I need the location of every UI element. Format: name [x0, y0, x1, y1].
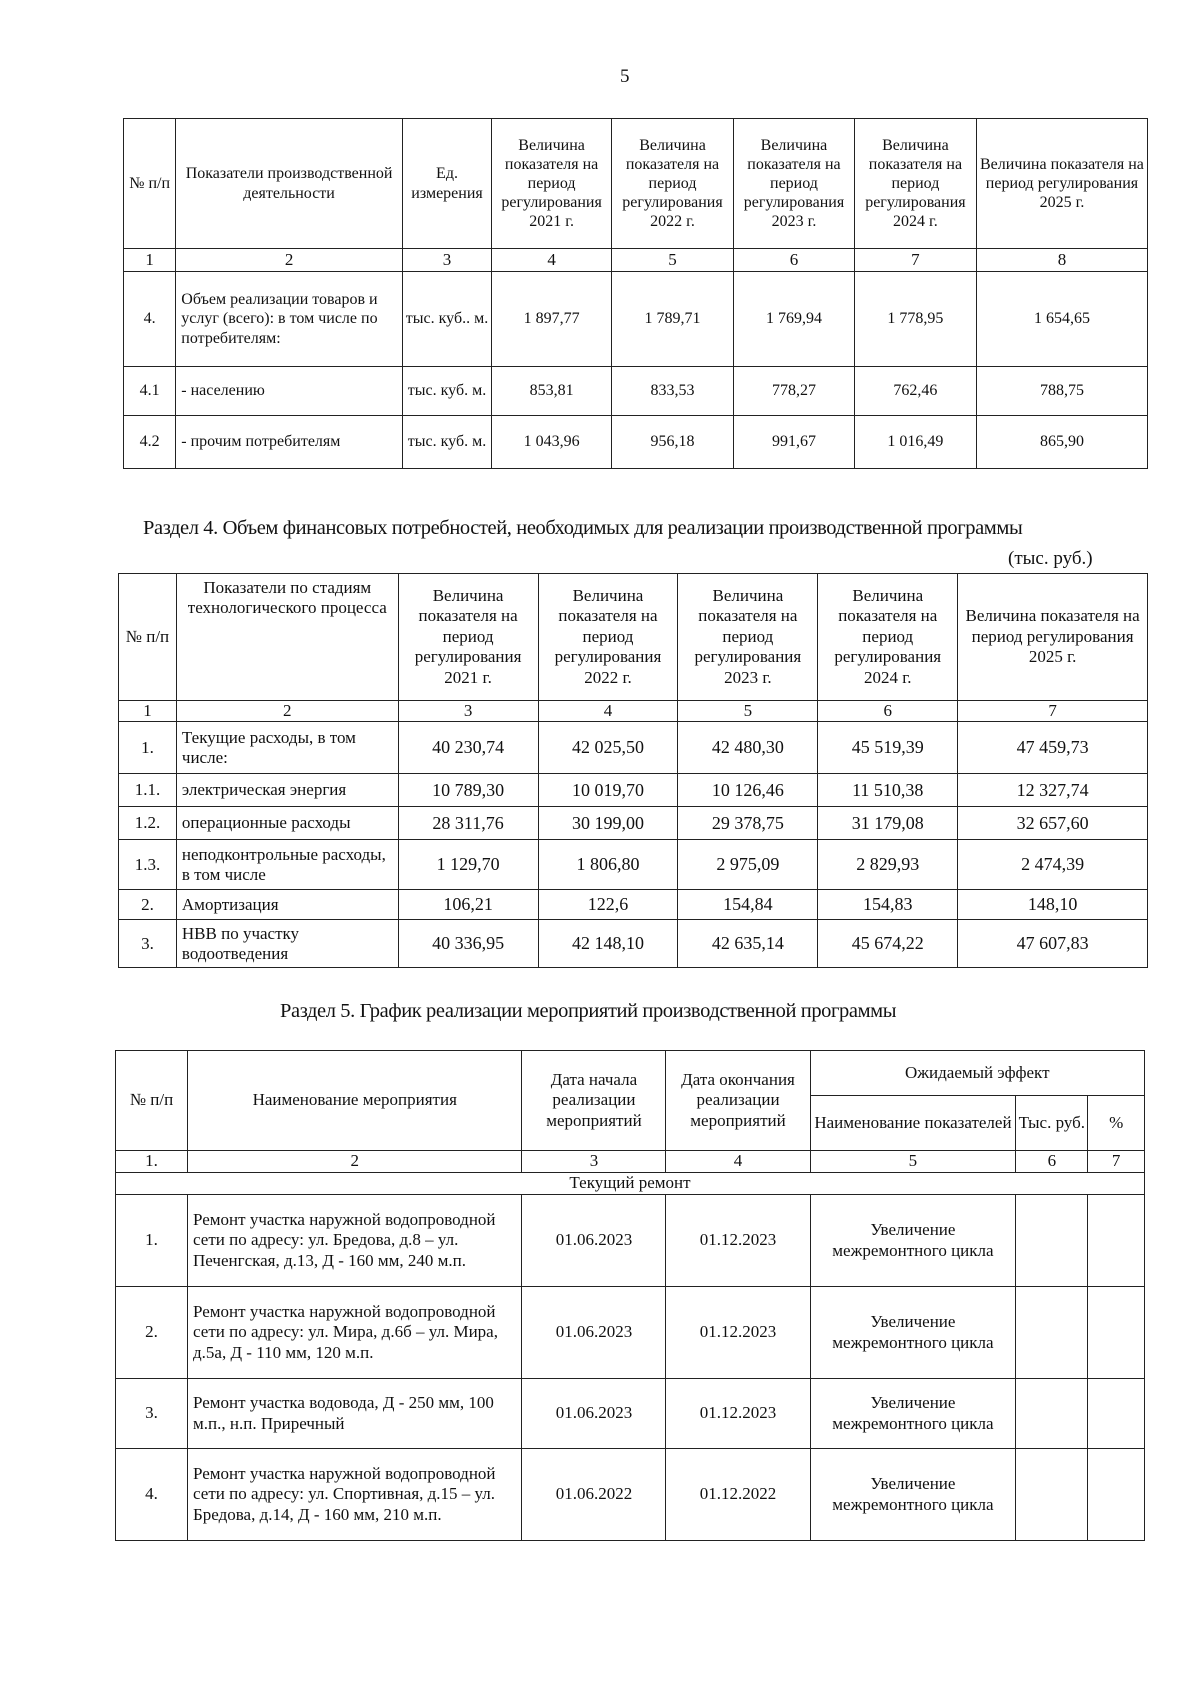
effect-rub: [1016, 1449, 1088, 1541]
header-cell: Величина показателя на период регулирования 2023 г.: [734, 119, 855, 249]
value-2021: 106,21: [398, 890, 538, 920]
header-cell: Ожидаемый эффект: [810, 1051, 1144, 1096]
value-2023: 10 126,46: [678, 774, 818, 807]
value-2021: 1 129,70: [398, 840, 538, 890]
column-number: 2: [176, 249, 403, 272]
effect-indicator: Увеличение межремонтного цикла: [810, 1449, 1016, 1541]
section-5-title: Раздел 5. График реализации мероприятий производственной программы: [280, 1000, 897, 1022]
header-cell: Величина показателя на период регулирования 2025 г.: [958, 574, 1148, 701]
table-row: [119, 840, 1148, 890]
column-number: 5: [612, 249, 734, 272]
value-2023: 42 480,30: [678, 722, 818, 774]
table-row: [116, 1287, 1145, 1379]
unit: тыс. куб.. м.: [402, 272, 491, 367]
start-date: 01.06.2023: [522, 1379, 666, 1449]
value-2024: 762,46: [854, 367, 976, 416]
value-2022: 1 806,80: [538, 840, 678, 890]
value-2025: 2 474,39: [958, 840, 1148, 890]
value-2025: 788,75: [976, 367, 1147, 416]
column-number: 7: [854, 249, 976, 272]
header-cell: Величина показателя на период регулирования 2022 г.: [612, 119, 734, 249]
column-number: 2: [176, 701, 398, 722]
column-number: 6: [818, 701, 958, 722]
header-cell: Ед. измерения: [402, 119, 491, 249]
end-date: 01.12.2023: [666, 1287, 810, 1379]
effect-pct: [1088, 1449, 1145, 1541]
measure-name: Ремонт участка водовода, Д - 250 мм, 100 м.п., н.п. Приречный: [188, 1379, 522, 1449]
table-row: [116, 1449, 1145, 1541]
table-row: [124, 416, 1148, 469]
section-4-title: Раздел 4. Объем финансовых потребностей, необходимых для реализации производственной программы: [143, 517, 1023, 539]
column-number: 3: [398, 701, 538, 722]
value-2023: 1 769,94: [734, 272, 855, 367]
measure-name: Ремонт участка наружной водопроводной сети по адресу: ул. Спортивная, д.15 – ул. Бредова, д.14, Д - 160 мм, 210 м.п.: [188, 1449, 522, 1541]
measures-schedule-table: [115, 1050, 1145, 1541]
production-indicators-table: [123, 118, 1148, 469]
table-header-row: [119, 574, 1148, 701]
effect-indicator: Увеличение межремонтного цикла: [810, 1287, 1016, 1379]
value-2022: 30 199,00: [538, 807, 678, 840]
indicator-name: операционные расходы: [176, 807, 398, 840]
indicator-name: электрическая энергия: [176, 774, 398, 807]
row-number: 4.1: [124, 367, 176, 416]
column-number: 1.: [116, 1151, 188, 1173]
section-4-unit: (тыс. руб.): [1008, 548, 1093, 569]
measure-name: Ремонт участка наружной водопроводной сети по адресу: ул. Мира, д.6б – ул. Мира, д.5а, Д - 110 мм, 120 м.п.: [188, 1287, 522, 1379]
value-2024: 45 674,22: [818, 920, 958, 968]
effect-rub: [1016, 1379, 1088, 1449]
column-number: 3: [522, 1151, 666, 1173]
indicator-name: Объем реализации товаров и услуг (всего): в том числе по потребителям:: [176, 272, 403, 367]
value-2025: 47 607,83: [958, 920, 1148, 968]
table-row: [124, 272, 1148, 367]
value-2023: 991,67: [734, 416, 855, 469]
effect-rub: [1016, 1195, 1088, 1287]
unit: тыс. куб. м.: [402, 416, 491, 469]
column-number: 1: [119, 701, 177, 722]
value-2024: 1 778,95: [854, 272, 976, 367]
column-number-row: [119, 701, 1148, 722]
column-number: 5: [678, 701, 818, 722]
effect-pct: [1088, 1287, 1145, 1379]
value-2021: 40 336,95: [398, 920, 538, 968]
group-label: Текущий ремонт: [116, 1173, 1145, 1195]
table-row: [116, 1195, 1145, 1287]
column-number: 6: [734, 249, 855, 272]
end-date: 01.12.2023: [666, 1195, 810, 1287]
value-2022: 122,6: [538, 890, 678, 920]
effect-indicator: Увеличение межремонтного цикла: [810, 1379, 1016, 1449]
value-2024: 154,83: [818, 890, 958, 920]
header-cell: Величина показателя на период регулирования 2021 г.: [492, 119, 612, 249]
column-number: 2: [188, 1151, 522, 1173]
start-date: 01.06.2022: [522, 1449, 666, 1541]
row-number: 1.3.: [119, 840, 177, 890]
column-number-row: [124, 249, 1148, 272]
column-number: 3: [402, 249, 491, 272]
header-cell: Величина показателя на период регулирования 2022 г.: [538, 574, 678, 701]
header-cell: Тыс. руб.: [1016, 1096, 1088, 1151]
row-number: 1.1.: [119, 774, 177, 807]
value-2024: 11 510,38: [818, 774, 958, 807]
value-2021: 1 043,96: [492, 416, 612, 469]
row-number: 4.: [116, 1449, 188, 1541]
header-cell: Величина показателя на период регулирования 2024 г.: [818, 574, 958, 701]
row-number: 2.: [119, 890, 177, 920]
column-number: 4: [666, 1151, 810, 1173]
header-cell: Дата окончания реализации мероприятий: [666, 1051, 810, 1151]
row-number: 3.: [119, 920, 177, 968]
financial-needs-table: [118, 573, 1148, 968]
value-2021: 853,81: [492, 367, 612, 416]
row-number: 4.: [124, 272, 176, 367]
header-cell: %: [1088, 1096, 1145, 1151]
value-2024: 1 016,49: [854, 416, 976, 469]
value-2025: 865,90: [976, 416, 1147, 469]
table-header-row: [116, 1051, 1145, 1096]
table-row: [119, 722, 1148, 774]
measure-name: Ремонт участка наружной водопроводной сети по адресу: ул. Бредова, д.8 – ул. Печенгская, д.13, Д - 160 мм, 240 м.п.: [188, 1195, 522, 1287]
value-2025: 12 327,74: [958, 774, 1148, 807]
value-2025: 1 654,65: [976, 272, 1147, 367]
table-row: [124, 367, 1148, 416]
table-row: [116, 1379, 1145, 1449]
header-cell: Дата начала реализации мероприятий: [522, 1051, 666, 1151]
value-2022: 42 148,10: [538, 920, 678, 968]
effect-indicator: Увеличение межремонтного цикла: [810, 1195, 1016, 1287]
value-2022: 833,53: [612, 367, 734, 416]
value-2022: 1 789,71: [612, 272, 734, 367]
end-date: 01.12.2022: [666, 1449, 810, 1541]
value-2023: 154,84: [678, 890, 818, 920]
indicator-name: - населению: [176, 367, 403, 416]
header-cell: Показатели по стадиям технологического процесса: [176, 574, 398, 701]
value-2021: 1 897,77: [492, 272, 612, 367]
row-number: 4.2: [124, 416, 176, 469]
column-number: 4: [538, 701, 678, 722]
table-row: [119, 774, 1148, 807]
value-2024: 2 829,93: [818, 840, 958, 890]
value-2023: 2 975,09: [678, 840, 818, 890]
value-2021: 10 789,30: [398, 774, 538, 807]
column-number: 4: [492, 249, 612, 272]
effect-rub: [1016, 1287, 1088, 1379]
value-2022: 42 025,50: [538, 722, 678, 774]
row-number: 1.: [116, 1195, 188, 1287]
end-date: 01.12.2023: [666, 1379, 810, 1449]
value-2025: 148,10: [958, 890, 1148, 920]
column-number-row: [116, 1151, 1145, 1173]
column-number: 5: [810, 1151, 1016, 1173]
header-cell: Величина показателя на период регулирования 2021 г.: [398, 574, 538, 701]
indicator-name: Текущие расходы, в том числе:: [176, 722, 398, 774]
header-cell: Показатели производственной деятельности: [176, 119, 403, 249]
table-row: [119, 807, 1148, 840]
column-number: 7: [958, 701, 1148, 722]
effect-pct: [1088, 1379, 1145, 1449]
indicator-name: НВВ по участку водоотведения: [176, 920, 398, 968]
value-2021: 40 230,74: [398, 722, 538, 774]
value-2023: 42 635,14: [678, 920, 818, 968]
header-cell: Величина показателя на период регулирования 2024 г.: [854, 119, 976, 249]
value-2025: 32 657,60: [958, 807, 1148, 840]
header-cell: Наименование мероприятия: [188, 1051, 522, 1151]
value-2022: 10 019,70: [538, 774, 678, 807]
value-2024: 45 519,39: [818, 722, 958, 774]
value-2024: 31 179,08: [818, 807, 958, 840]
page-number: 5: [620, 66, 630, 87]
header-cell: № п/п: [119, 574, 177, 701]
start-date: 01.06.2023: [522, 1287, 666, 1379]
header-cell: Величина показателя на период регулирования 2025 г.: [976, 119, 1147, 249]
value-2023: 29 378,75: [678, 807, 818, 840]
value-2023: 778,27: [734, 367, 855, 416]
header-cell: Величина показателя на период регулирования 2023 г.: [678, 574, 818, 701]
header-cell: Наименование показателей: [810, 1096, 1016, 1151]
indicator-name: Амортизация: [176, 890, 398, 920]
row-number: 1.2.: [119, 807, 177, 840]
start-date: 01.06.2023: [522, 1195, 666, 1287]
unit: тыс. куб. м.: [402, 367, 491, 416]
table-header-row: [124, 119, 1148, 249]
column-number: 6: [1016, 1151, 1088, 1173]
value-2022: 956,18: [612, 416, 734, 469]
column-number: 1: [124, 249, 176, 272]
table-row: [119, 890, 1148, 920]
header-cell: № п/п: [116, 1051, 188, 1151]
value-2025: 47 459,73: [958, 722, 1148, 774]
row-number: 2.: [116, 1287, 188, 1379]
group-row: [116, 1173, 1145, 1195]
indicator-name: неподконтрольные расходы, в том числе: [176, 840, 398, 890]
indicator-name: - прочим потребителям: [176, 416, 403, 469]
effect-pct: [1088, 1195, 1145, 1287]
row-number: 1.: [119, 722, 177, 774]
header-cell: № п/п: [124, 119, 176, 249]
row-number: 3.: [116, 1379, 188, 1449]
table-row: [119, 920, 1148, 968]
value-2021: 28 311,76: [398, 807, 538, 840]
column-number: 8: [976, 249, 1147, 272]
column-number: 7: [1088, 1151, 1145, 1173]
